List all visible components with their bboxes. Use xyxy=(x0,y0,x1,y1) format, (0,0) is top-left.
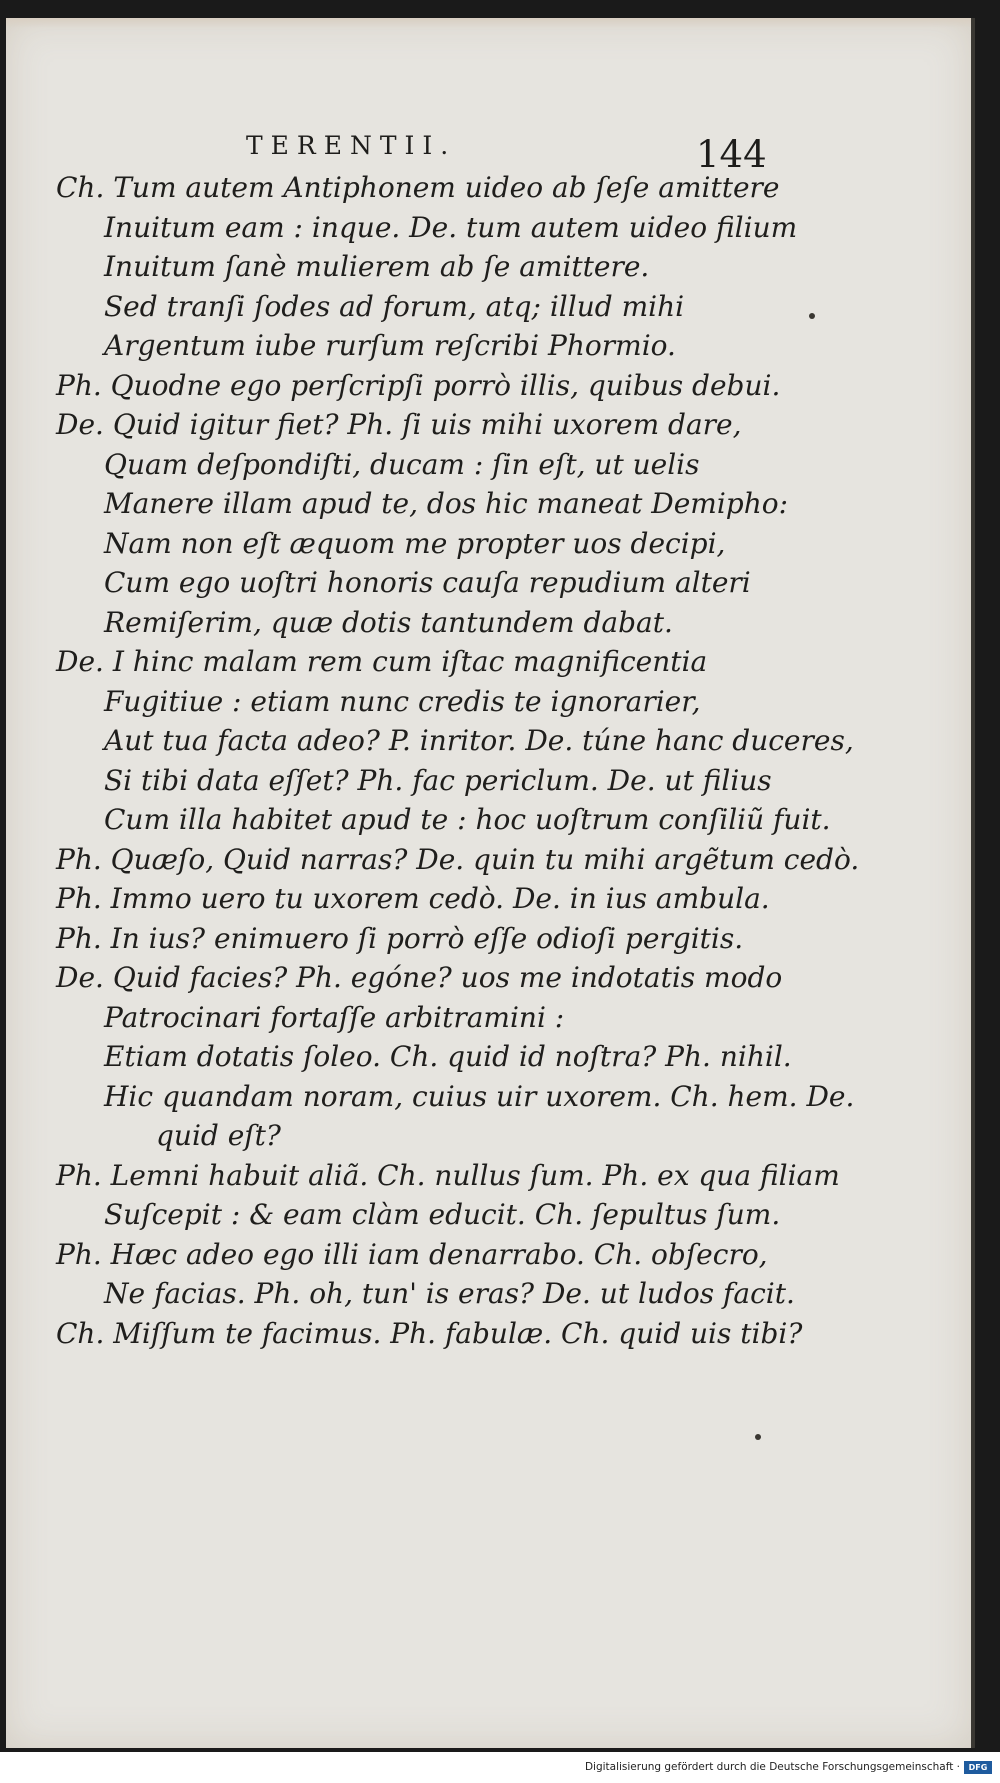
text-line: Ph. Immo uero tu uxorem cedò. De. in ius ambula. xyxy=(56,882,770,915)
text-line: Ph. Quodne ego perſcripſi porrò illis, quibus debui. xyxy=(56,368,781,402)
text-line: Inuitum eam : inque. De. tum autem uideo filium xyxy=(104,210,798,244)
text-line: Ph. Lemni habuit aliã. Ch. nullus ſum. Ph. ex qua filiam xyxy=(56,1158,840,1192)
text-line: Ch. Miſſum te facimus. Ph. fabulæ. Ch. quid uis tibi? xyxy=(56,1316,803,1350)
text-line: Argentum iube rurſum reſcribi Phormio. xyxy=(104,329,676,362)
text-line: Remiſerim, quæ dotis tantundem dabat. xyxy=(104,605,673,639)
dfg-logo: DFG xyxy=(964,1761,992,1774)
text-line: Aut tua facta adeo? P. inritor. De. túne hanc duceres, xyxy=(104,724,854,757)
running-head: TERENTII. xyxy=(246,131,457,160)
text-block xyxy=(56,168,936,1353)
text-line: Si tibi data eſſet? Ph. fac periclum. De. ut filius xyxy=(104,763,772,797)
text-line: De. I hinc malam rem cum iſtac magnificentia xyxy=(56,645,708,678)
text-line: Etiam dotatis ſoleo. Ch. quid id noſtra? Ph. nihil. xyxy=(104,1040,792,1073)
text-line: Ch. Tum autem Antiphonem uideo ab ſeſe amittere xyxy=(56,171,780,204)
text-line: Manere illam apud te, dos hic maneat Demipho: xyxy=(104,487,789,520)
text-line: Ne facias. Ph. oh, tun' is eras? De. ut ludos facit. xyxy=(104,1277,795,1310)
page-edge xyxy=(6,18,971,28)
text-line: Nam non eſt æquom me propter uos decipi, xyxy=(104,526,726,560)
text-line: De. Quid facies? Ph. egóne? uos me indotatis modo xyxy=(56,961,783,994)
text-line: Inuitum ſanè mulierem ab ſe amittere. xyxy=(104,250,650,283)
funding-credit: Digitalisierung gefördert durch die Deutsche Forschungsgemeinschaft · xyxy=(584,1761,960,1773)
text-line: Fugitiue : etiam nunc credis te ignorarier, xyxy=(104,684,701,718)
text-line: Sed tranſi ſodes ad forum, atq; illud mihi xyxy=(104,289,685,323)
text-line: Quam deſpondiſti, ducam : ſin eſt, ut uelis xyxy=(104,447,700,481)
digitization-footer xyxy=(0,1752,1000,1783)
text-line: Cum illa habitet apud te : hoc uoſtrum conſiliũ fuit. xyxy=(104,803,831,836)
text-line: Hic quandam noram, cuius uir uxorem. Ch. hem. De. xyxy=(104,1079,855,1113)
text-line: Patrocinari fortaſſe arbitramini : xyxy=(104,1000,565,1034)
text-line: Cum ego uoſtri honoris cauſa repudium alteri xyxy=(104,566,751,599)
page-number: 144 xyxy=(696,133,767,176)
text-line: De. Quid igitur fiet? Ph. ſi uis mihi uxorem dare, xyxy=(56,408,742,441)
ink-speck xyxy=(809,313,815,319)
ink-speck xyxy=(755,1434,761,1440)
text-line: Ph. Quæſo, Quid narras? De. quin tu mihi argẽtum cedò. xyxy=(56,842,860,876)
text-line: Ph. In ius? enimuero ſi porrò eſſe odioſi pergitis. xyxy=(56,921,744,955)
book-page xyxy=(6,18,975,1748)
text-line: Ph. Hæc adeo ego illi iam denarrabo. Ch. obſecro, xyxy=(56,1237,768,1271)
page-header xyxy=(6,113,971,176)
text-line: Suſcepit : & eam clàm educit. Ch. ſepultus ſum. xyxy=(104,1198,781,1231)
text-line: quid eſt? xyxy=(156,1119,281,1152)
